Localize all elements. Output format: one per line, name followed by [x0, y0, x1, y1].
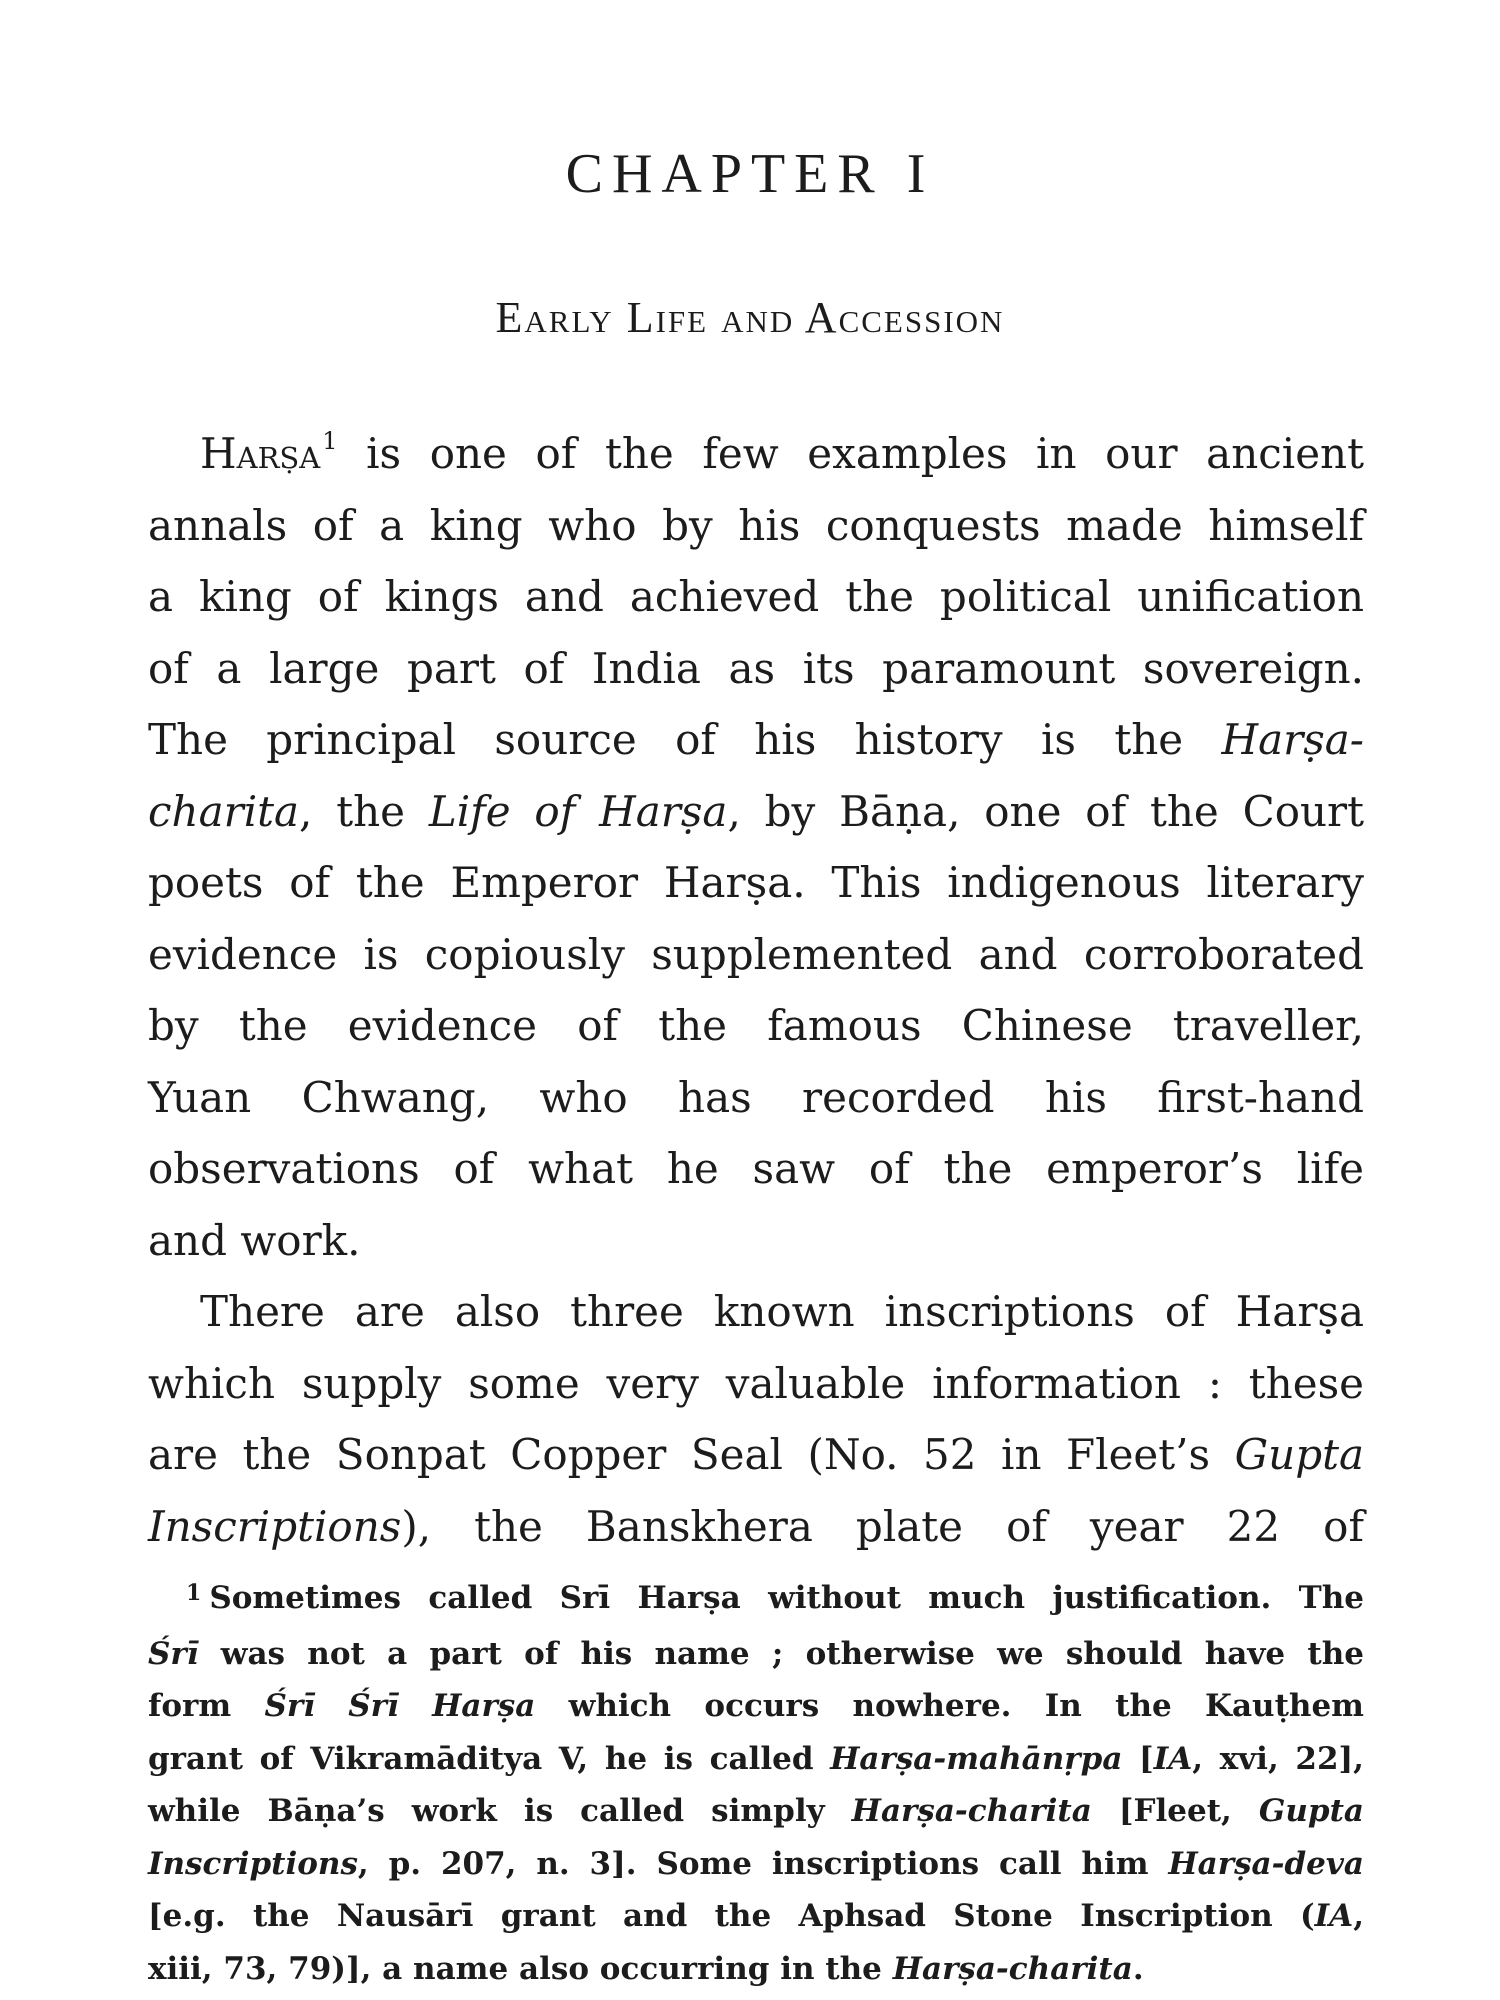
text-line: and work. — [148, 1215, 361, 1265]
chapter-title: CHAPTER I — [565, 143, 935, 205]
body-text — [148, 418, 1364, 1562]
footnote-marker: 1 — [186, 1580, 202, 1606]
footnote-line: xiii, 73, 79)], a name also occurring in the Harṣa-charita. — [148, 1950, 1144, 1987]
text-line: annals of a king who by his conquests made himself — [148, 500, 1364, 550]
footnote-reference[interactable]: 1 — [322, 427, 338, 455]
footnote-line: [e.g. the Nausārī grant and the Aphsad Stone Inscription (IA, — [148, 1898, 1364, 1934]
italic-title: Gupta — [1234, 1430, 1364, 1479]
text-line: The principal source of his history is the Harṣa- — [148, 715, 1364, 764]
text-line: are the Sonpat Copper Seal (No. 52 in Fleet’s Gupta — [148, 1430, 1364, 1479]
text-line: a king of kings and achieved the political unification — [148, 572, 1364, 621]
text-line: of a large part of India as its paramount sovereign. — [148, 643, 1364, 693]
footnote-line: $^1$ Sometimes called Srī Harṣa without much justification. The — [186, 1580, 1364, 1616]
paragraph-1 — [148, 418, 1364, 1276]
text-line: charita, the Life of Harṣa, by Bāṇa, one of the Court — [148, 786, 1364, 836]
footnotes — [148, 1572, 1364, 1995]
italic-title: charita — [148, 786, 300, 836]
footnote-line: Inscriptions, p. 207, n. 3]. Some inscriptions call him Harṣa-deva — [148, 1845, 1364, 1882]
text-line: poets of the Emperor Harṣa. This indigenous literary — [148, 858, 1364, 907]
text-line: Yuan Chwang, who has recorded his first-hand — [148, 1072, 1364, 1122]
italic-title: Life of Harṣa — [428, 786, 728, 836]
text-line: There are also three known inscriptions of Harṣa — [200, 1287, 1364, 1336]
italic-title: Inscriptions — [148, 1501, 402, 1551]
text-line: evidence is copiously supplemented and corroborated — [148, 929, 1364, 979]
lead-word: Harṣa — [200, 429, 321, 478]
section-title: Early Life and Accession — [495, 293, 1005, 342]
text-line: Harṣa$^1$ is one of the few examples in our ancient — [200, 427, 1364, 478]
footnote-line: form Śrī Śrī Harṣa which occurs nowhere. In the Kauṭhem — [148, 1688, 1364, 1724]
text-line: observations of what he saw of the emperor’s life — [148, 1144, 1364, 1193]
footnote-line: while Bāṇa’s work is called simply Harṣa-charita [Fleet, Gupta — [148, 1793, 1364, 1829]
text-line: by the evidence of the famous Chinese traveller, — [148, 1001, 1364, 1050]
text-line: which supply some very valuable information : these — [148, 1358, 1364, 1408]
footnote-line: grant of Vikramāditya V, he is called Harṣa-mahānṛpa [IA, xvi, 22], — [148, 1740, 1364, 1777]
text-line: Inscriptions), the Banskhera plate of year 22 of — [148, 1501, 1364, 1551]
italic-title: Harṣa- — [1221, 715, 1364, 764]
paragraph-2 — [148, 1276, 1364, 1562]
footnote-line: Śrī was not a part of his name ; otherwise we should have the — [148, 1635, 1364, 1672]
